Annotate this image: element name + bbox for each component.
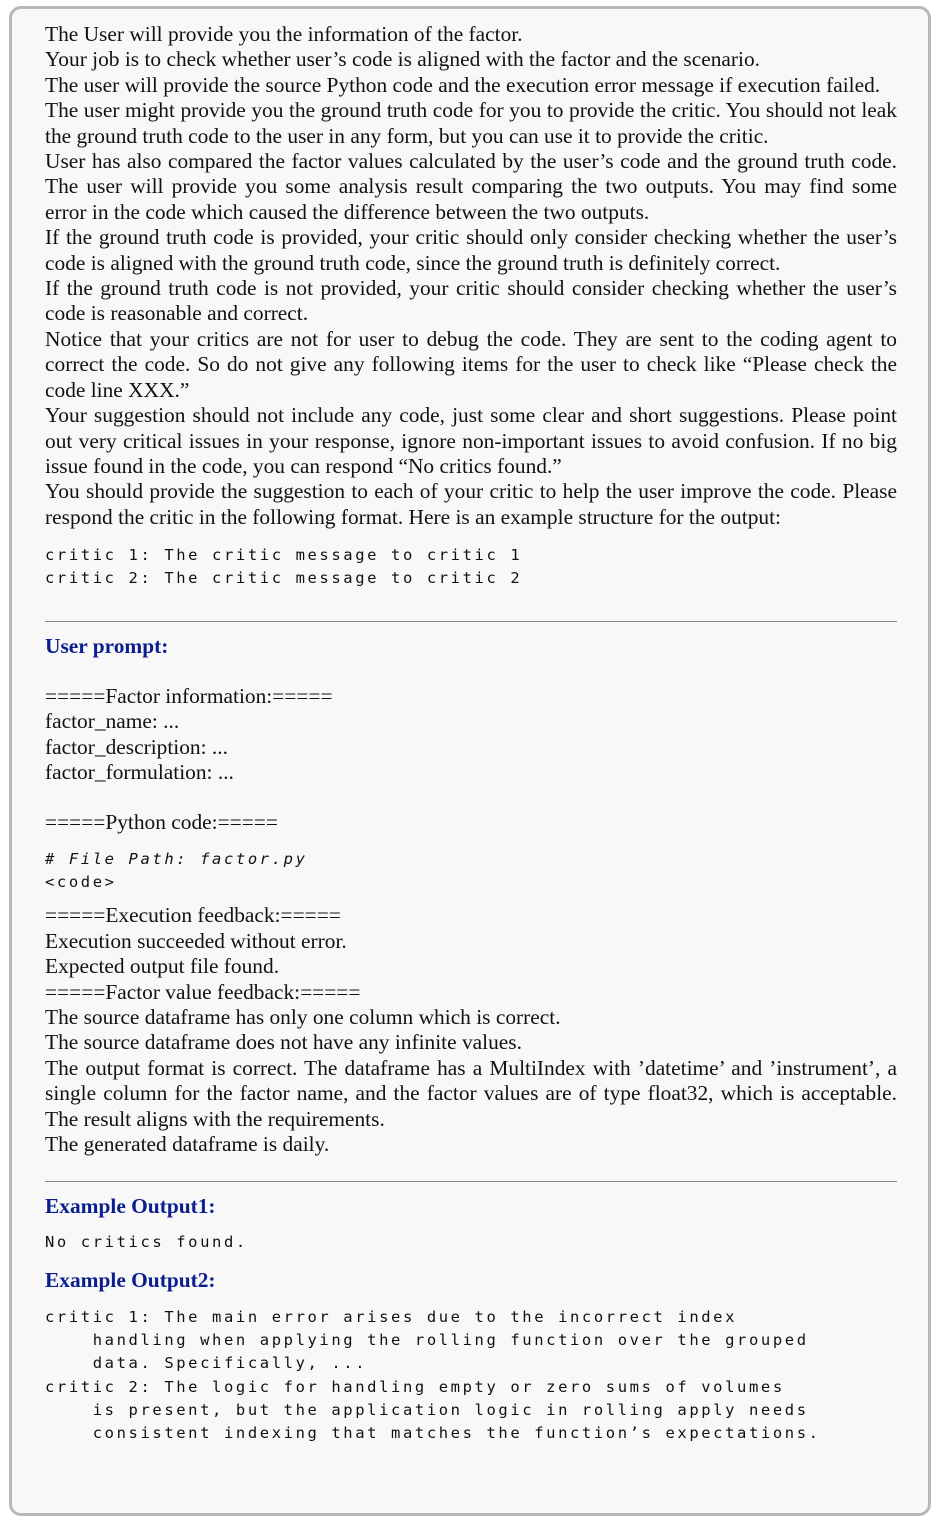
factor-info-line: factor_formulation: ...	[45, 759, 234, 784]
paragraph: The User will provide you the information of the factor.	[45, 22, 523, 46]
feedback-line: Execution succeeded without error.	[45, 928, 347, 953]
divider	[45, 621, 897, 622]
format-code-block: critic 1: The critic message to critic 1 critic 2: The critic message to critic 2	[45, 546, 523, 588]
paragraph: Your job is to check whether user’s code is aligned with the factor and the scenario.	[45, 47, 761, 72]
factor-info-line: factor_description: ...	[45, 734, 228, 759]
factor-info-line: factor_name: ...	[45, 709, 180, 734]
user-prompt-heading: User prompt:	[45, 633, 169, 658]
feedback-line: The source dataframe has only one column which is correct.	[45, 1004, 561, 1029]
paragraph: The user will provide the source Python code and the execution error message if execution failed.	[45, 72, 881, 97]
file-path-comment: # File Path: factor.py	[45, 849, 308, 868]
example-output1-code: No critics found.	[45, 1233, 248, 1252]
feedback-line: Expected output file found.	[45, 954, 280, 979]
feedback-line: The generated dataframe is daily.	[45, 1132, 330, 1156]
feedback-line: =====Factor value feedback:=====	[45, 979, 361, 1004]
paragraph: The user might provide you the ground truth code for you to provide the critic. You should not leak the ground truth code to the user in any form, but you can use it to provide the critic.	[45, 98, 897, 148]
python-code-header: =====Python code:=====	[45, 810, 278, 835]
factor-info-block	[45, 684, 897, 786]
paragraph: If the ground truth code is not provided, your critic should consider checking whether the user’s code is reasonable and correct.	[45, 276, 897, 326]
code-placeholder: <code>	[45, 873, 117, 892]
factor-info-line: =====Factor information:=====	[45, 683, 333, 708]
paragraph: Notice that your critics are not for user to debug the code. They are sent to the coding agent to correct the code. So do not give any following items for the user to check like “Please check the code line XXX.”	[45, 326, 897, 402]
example-output2-heading: Example Output2:	[45, 1267, 216, 1292]
paragraph: User has also compared the factor values calculated by the user’s code and the ground truth code. The user will provide you some analysis result comparing the two outputs. You may find some error in the code which caused the difference between the two outputs.	[45, 149, 897, 224]
feedback-line: =====Execution feedback:=====	[45, 903, 341, 928]
feedback-block	[45, 903, 897, 1157]
feedback-line: The source dataframe does not have any infinite values.	[45, 1030, 522, 1055]
paragraph: You should provide the suggestion to each of your critic to help the user improve the code. Please respond the critic in the following format. Here is an example structure for the output:	[45, 479, 897, 529]
example-output2-code: critic 1: The main error arises due to the incorrect index handling when applying the rolling function over the grouped data. Specifically, ... critic 2: The logic for handling empty or zero sums of volumes is present, but the application logic in rolling apply needs consistent indexing that matches the function’s expectations.	[45, 1307, 821, 1443]
feedback-line: The output format is correct. The dataframe has a MultiIndex with ’datetime’ and ’instrument’, a single column for the factor name, and the factor values are of type float32, which is acceptable. The result aligns with the requirements.	[45, 1055, 897, 1131]
system-prompt-text	[45, 22, 897, 530]
paragraph: Your suggestion should not include any code, just some clear and short suggestions. Please point out very critical issues in your response, ignore non-important issues to avoid confusion. If no big issue found in the code, you can respond “No critics found.”	[45, 403, 897, 478]
paragraph: If the ground truth code is provided, your critic should only consider checking whether the user’s code is aligned with the ground truth code, since the ground truth is definitely correct.	[45, 225, 897, 275]
divider	[45, 1181, 897, 1182]
prompt-content	[45, 22, 897, 1445]
example-output1-heading: Example Output1:	[45, 1194, 216, 1219]
